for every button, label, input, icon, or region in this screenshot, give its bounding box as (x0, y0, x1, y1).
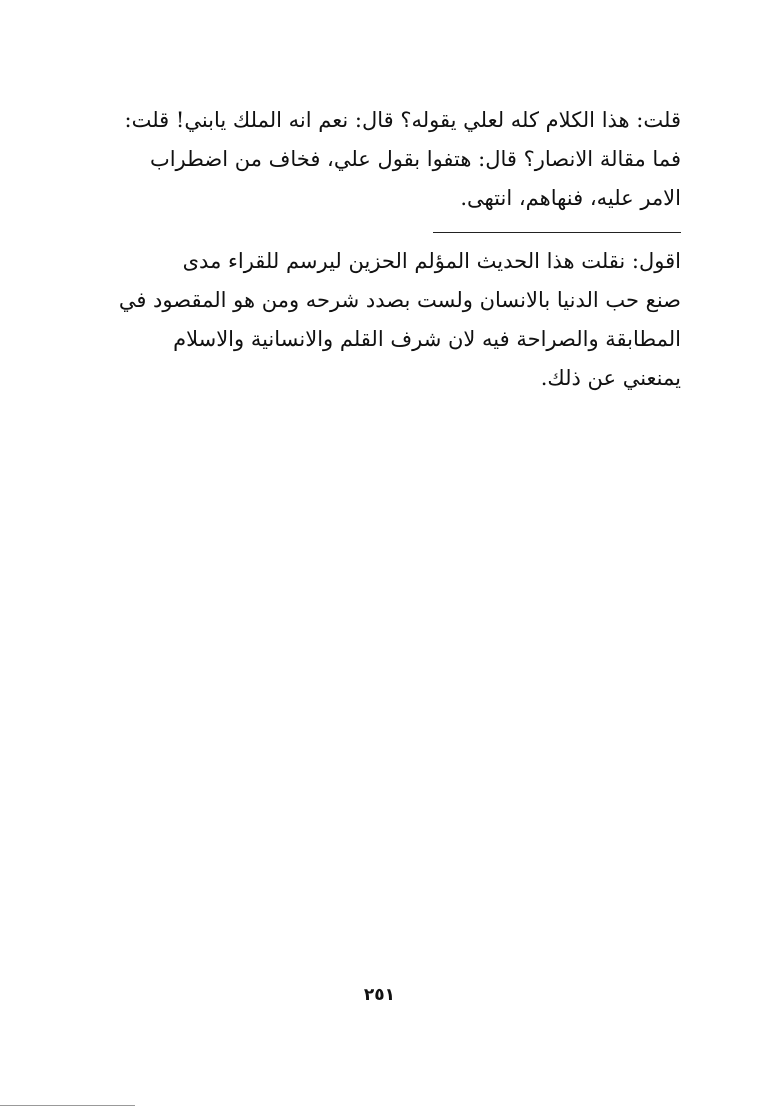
paragraph-line: يمنعني عن ذلك. (540, 366, 681, 390)
paragraph-line: فما مقالة الانصار؟ قال: هتفوا بقول علي، فخاف من اضطراب (149, 147, 681, 171)
section-divider (433, 232, 681, 233)
page-number: ٢٥١ (363, 985, 396, 1005)
paragraph-line: الامر عليه، فنهاهم، انتهى. (460, 186, 681, 210)
paragraph-line: المطابقة والصراحة فيه لان شرف القلم والانسانية والاسلام (173, 327, 681, 351)
author-comment-paragraph (111, 242, 681, 398)
quoted-dialogue-paragraph (111, 101, 681, 218)
paragraph-line: صنع حب الدنيا بالانسان ولست بصدد شرحه ومن هو المقصود في (118, 288, 681, 312)
paragraph-line: اقول: نقلت هذا الحديث المؤلم الحزين ليرسم للقراء مدى (182, 249, 681, 273)
scan-edge-line (0, 1105, 135, 1106)
paragraph-line: قلت: هذا الكلام كله لعلي يقوله؟ قال: نعم انه الملك يابني! قلت: (124, 108, 681, 132)
